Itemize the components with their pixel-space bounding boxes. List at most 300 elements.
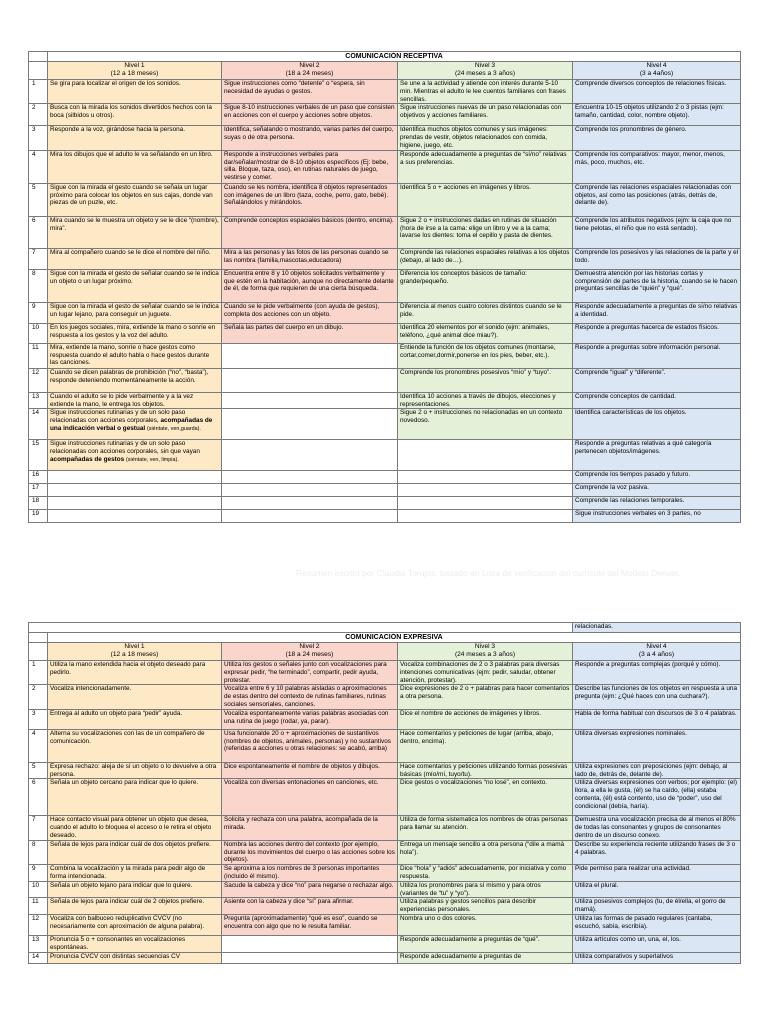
level-4-cell [573, 216, 741, 248]
level-3-cell [398, 150, 573, 183]
table-row [29, 762, 741, 779]
cell-text: Identifica muchos objetos comunes y sus imágenes: prendas de vestir, objetos relacionados con comida, higiene, juego, etc. [400, 126, 548, 149]
level-3-cell [398, 898, 573, 915]
cell-text: Comprende conceptos espaciales básicos (dentro, encima). [224, 216, 394, 224]
table-row [29, 269, 741, 302]
level-3-cell [398, 484, 573, 497]
level-4-cell [573, 729, 741, 762]
level-range: (3 a 4 años) [638, 650, 675, 658]
cell-text: Sigue instrucciones rutinarias y de un solo paso relacionadas con acciones corporales, [50, 409, 186, 425]
cell-text: Comprende “igual” y “diferente”. [575, 368, 666, 376]
table-row [29, 881, 741, 898]
level-4-cell [573, 368, 741, 392]
table-corner [29, 52, 48, 62]
level-4-cell [573, 865, 741, 882]
level-name: Nivel 3 [474, 62, 496, 69]
level-3-cell [398, 709, 573, 729]
cell-text: Usa funcionalde 20 o + aproximaciones de sustantivos (nombres de objetos, animales, personas) y no sustantivos (referidas a acciones u otras relaciones: se acabó, arriba) [224, 729, 391, 753]
cell-text: Dice espontaneamente el nombre de objetos y dibujos. [224, 762, 380, 770]
cell-text: Mira al compañero cuando se le dice el nombre del niño. [50, 248, 211, 256]
watermark-text: Resumen escrito por Claudia Torrijos, basado en Lista de verificacion del curriculo del Modelo Denver. [296, 568, 681, 578]
level-1-cell [48, 104, 222, 126]
level-3-cell [398, 368, 573, 392]
table-row [29, 661, 741, 685]
level-range: (12 a 18 meses) [110, 650, 159, 658]
level-1-cell [48, 915, 222, 936]
level-1-cell [48, 409, 222, 440]
row-number: 3 [29, 709, 48, 729]
level-name: Nivel 1 [124, 62, 145, 69]
cell-text: Encuentra entre 8 y 10 objetos solicitados verbalmente y que estén en la habitación, aunque no directamente delante de él, de forma que requieren de una cierta búsqueda. [224, 269, 394, 293]
level-1-cell [48, 709, 222, 729]
cell-text: Alterna su vocalizaciones con las de un compañero de comunicación. [50, 729, 205, 745]
table-row [29, 392, 741, 409]
level-4-cell [573, 248, 741, 269]
level-3-cell [398, 80, 573, 104]
cell-text: Comprende las relaciones temporales. [575, 497, 685, 505]
cell-text: Hace contacto visual para obtener un objeto que desea, cuando el adulto lo bloquea el acceso o le retira el objeto deseado. [50, 816, 212, 839]
level-3-cell [398, 392, 573, 409]
cell-text: Sacude la cabeza y dice “no” para negarse o rechazar algo. [224, 881, 394, 889]
cell-text: Comprende diversos conceptos de relaciones físicas. [575, 80, 727, 87]
row-number: 9 [29, 865, 48, 882]
cell-text: Pide permiso para realizar una actividad. [575, 865, 691, 873]
level-4-cell [573, 302, 741, 323]
level-range: (24 meses a 3 años) [454, 650, 516, 658]
table-row [29, 409, 741, 440]
cell-text: Utiliza expresiones con preposiciones (ejm: debajo, al lado de, detrás de, delante de). [575, 762, 728, 778]
level-4-cell [573, 80, 741, 104]
cell-text: Comprende los pronombres de género. [575, 126, 687, 134]
cell-text: Utiliza los gestos o señales junto con vocalizaciones para expresar pedir, “he terminado”, compartir, pedir ayuda, protestar. [224, 661, 387, 684]
table-row [29, 150, 741, 183]
table-row [29, 952, 741, 963]
row-number: 8 [29, 269, 48, 302]
cell-text: Cuando se le pide verbalmente (con ayuda de gestos), completa dos acciones con un objeto. [224, 302, 380, 318]
cell-text: Sigue instrucciones nuevas de un paso relacionadas con objetivos y acciones familiares. [400, 104, 562, 120]
cell-text: Combina la vocalización y la mirada para pedir algo de forma intencionada. [50, 865, 206, 880]
level-1-cell [48, 248, 222, 269]
level-2-cell [222, 183, 398, 216]
level-1-cell [48, 302, 222, 323]
cell-text: Señala un objeto lejano para indicar que lo quiere. [50, 881, 193, 889]
table-row [29, 126, 741, 150]
row-number: 1 [29, 80, 48, 104]
row-number: 10 [29, 881, 48, 898]
cell-text: Demuestra una vocalización precisa de al menos el 80% de todas las consonantes y grupos de consonantes dentro de un discurso conexo. [575, 816, 736, 839]
table-row [29, 510, 741, 523]
level-1-cell [48, 440, 222, 471]
cell-text: Señala de lejos para indicar cuál de 2 objetos prefiere. [50, 898, 205, 906]
cell-text: Cuando se les nombra, identifica 8 objetos representados con imágenes de un libro (taza, coche, perro, gato, bebé). Señalándolos y mirándolos. [224, 183, 389, 207]
level-2-cell [222, 709, 398, 729]
expressive-table-title: COMUNICACIÓN EXPRESIVA [48, 633, 741, 643]
level-2-cell [222, 248, 398, 269]
cell-text: Señala un objeto cercano para indicar que lo quiere. [50, 779, 199, 787]
row-number: 11 [29, 343, 48, 368]
row-number: 10 [29, 323, 48, 343]
receptive-communication-table [28, 51, 741, 523]
level-4-cell [573, 183, 741, 216]
table-row [29, 729, 741, 762]
level-4-cell [573, 915, 741, 936]
cell-text: Responde a preguntas complejas (porqué y cómo). [575, 661, 721, 668]
cell-text: Responde a preguntas sobre información personal. [575, 343, 721, 351]
cell-text: Responde a la voz, girándose hacia la persona. [50, 126, 186, 134]
level-2-cell [222, 368, 398, 392]
cell-text: Utiliza posesivos complejos (tu, de él/ella, el gorro de mamá). [575, 898, 726, 914]
level-range: (3 a 4años) [639, 69, 674, 77]
cell-text: Responde a preguntas hacerca de estados físicos. [575, 323, 719, 331]
carry-over-text: relacionadas. [573, 623, 741, 633]
level-3-cell [398, 840, 573, 864]
row-number: 7 [29, 248, 48, 269]
cell-text: Se aproxima a los nombres de 3 personas importantes (incluido él mismo). [224, 865, 380, 880]
cell-text: Dice gestos o vocalizaciones “no losé”, en contexto. [400, 779, 548, 787]
level-4-cell [573, 816, 741, 840]
level-3-cell [398, 183, 573, 216]
level-3-cell [398, 269, 573, 302]
cell-text: Utiliza comparativos y superlativos [575, 952, 674, 960]
level-1-cell [48, 80, 222, 104]
cell-text: Sigue instrucciones verbales en 3 partes, no [575, 510, 701, 518]
table-row [29, 323, 741, 343]
cell-text: Diferencia al menos cuatro colores distintos cuando se le pide. [400, 302, 562, 318]
level-2-cell [222, 269, 398, 302]
row-number: 4 [29, 729, 48, 762]
expressive-communication-table [28, 622, 741, 964]
cell-text: Sigue con la mirada el gesto de señalar cuando se le indica un objeto o un lugar próximo. [50, 269, 219, 285]
level-3-cell [398, 816, 573, 840]
row-number: 9 [29, 302, 48, 323]
level-2-cell [222, 510, 398, 523]
level-2-cell [222, 392, 398, 409]
level-2-cell [222, 409, 398, 440]
row-number: 19 [29, 510, 48, 523]
cell-text: Describe las funciones de los objetos en respuesta a una pregunta (ejm: ¿Qué haces con una cuchara?). [575, 685, 737, 701]
cell-text: Nombra uno o dos colores. [400, 915, 477, 923]
row-number: 6 [29, 779, 48, 816]
row-number: 15 [29, 440, 48, 471]
cell-text: Responde adecuadamente a preguntas de [400, 952, 522, 960]
level-2-cell [222, 126, 398, 150]
cell-text: Cuando se dicen palabras de prohibición (“no”, “basta”), responde deteniendo momentáneamente la acción. [50, 368, 209, 384]
table-row [29, 915, 741, 936]
level-4-cell [573, 471, 741, 484]
table-row [29, 343, 741, 368]
level-3-cell [398, 762, 573, 779]
level-2-cell [222, 497, 398, 510]
level-4-cell [573, 150, 741, 183]
level-1-cell [48, 471, 222, 484]
level-1-cell [48, 881, 222, 898]
cell-text: Entiende la función de los objetos comunes (montarse, cortar,comer,dormir,ponerse en los pies, beber, etc.). [400, 343, 556, 359]
level-2-cell [222, 216, 398, 248]
level-2-cell [222, 729, 398, 762]
level-1-cell [48, 952, 222, 963]
row-number: 7 [29, 816, 48, 840]
row-number: 2 [29, 685, 48, 709]
table-row [29, 484, 741, 497]
cell-text: Se gira para localizar el origen de los sonidos. [50, 80, 181, 87]
receptive-table-title: COMUNICACIÓN RECEPTIVA [48, 52, 741, 62]
cell-text: Habla de forma habitual con discursos de 3 o 4 palabras. [575, 709, 737, 717]
cell-text: Utiliza diversas expresiones con verbos; por ejemplo: (el) llora, a ella le gusta, (él) se ha caído, (ella) estaba contenta, (él) está contento, uso de “poder”, uso del condicional (debía, haría). [575, 779, 737, 810]
cell-text: Mira a las personas y las fotos de las personas cuando se las nombra (familia,mascotas,educadora) [224, 248, 389, 264]
level-4-cell [573, 392, 741, 409]
cell-text: Responde adecuadamente a preguntas de “qué”. [400, 936, 540, 944]
level-1-cell [48, 126, 222, 150]
row-number: 5 [29, 183, 48, 216]
cell-text: Identifica 20 elementos por el sonido (ejm: animales, teléfono, ¿qué animal dice miau?). [400, 323, 550, 339]
cell-text: Mira, extiende la mano, sonríe o hace gestos como respuesta cuando el adulto habla o hace gestos durante las canciones. [50, 343, 210, 367]
row-number: 6 [29, 216, 48, 248]
level-1-cell [48, 865, 222, 882]
table-row [29, 936, 741, 953]
level-4-cell [573, 709, 741, 729]
table-row [29, 779, 741, 816]
level-2-cell [222, 915, 398, 936]
level-1-cell [48, 368, 222, 392]
cell-text: Utiliza las formas de pasado regulares (cantaba, escuchó, sabía, escribía). [575, 915, 713, 931]
cell-text: Diferencia los conceptos básicos de tamaño: grande/pequeño. [400, 269, 527, 285]
table-row [29, 104, 741, 126]
row-number: 14 [29, 952, 48, 963]
cell-text: Vocaliza entre 6 y 10 palabras aisladas o aproximaciones de estas dentro del contexto de rutinas familiares, rutinas sociales sensoriales, canciones. [224, 685, 387, 708]
cell-text: Sigue instrucciones rutinarias y de un solo paso relacionadas con acciones corporales, sin que vayan [50, 440, 200, 456]
level-name: Nivel 4 [646, 643, 667, 650]
cell-text: Vocaliza intencionadamente. [50, 685, 132, 693]
cell-text: Vocaliza combinaciones de 2 o 3 palabras para diversas intenciones comunicativas (ejm: pedir, saludar, obtener atención, protestar). [400, 661, 560, 684]
level-4-cell [573, 881, 741, 898]
cell-text: Dice expresiones de 2 o + palabras para hacer comentarios a otra persona. [400, 685, 570, 701]
cell-text: Utiliza la mano extendida hacia el objeto deseado para pedirlo. [50, 661, 206, 676]
level-3-cell [398, 865, 573, 882]
cell-text: Utiliza de forma sistematica los nombres de otras personas para llamar su atención. [400, 816, 568, 832]
level-3-cell [398, 510, 573, 523]
level-2-cell [222, 816, 398, 840]
level-3-cell [398, 343, 573, 368]
level-3-cell [398, 126, 573, 150]
table-row [29, 471, 741, 484]
table-corner [29, 633, 48, 643]
cell-text: Vocaliza con balbuceo reduplicativo CVCV (no necesariamente con aproximación de alguna palabra). [50, 915, 205, 931]
level-4-cell [573, 497, 741, 510]
level-1-cell [48, 816, 222, 840]
cell-text: Hace comentarios y peticiones de lugar (arriba, abajo, dentro, encima). [400, 729, 554, 745]
row-number: 1 [29, 661, 48, 685]
cell-text: Entrega al adulto un objeto para “pedir” ayuda. [50, 709, 183, 717]
cell-text: Responde adecuadamente a preguntas de sí/no relativas a identidad. [575, 302, 738, 318]
level-2-cell [222, 685, 398, 709]
level-1-cell [48, 323, 222, 343]
cell-text: Comprende las relaciones espaciales relacionadas con objetos, así como las posiciones (atrás, detrás de, delante de). [575, 183, 732, 207]
cell-text: Responde a instrucciones verbales para dar/señalar/mostrar de 8-10 objetos específicos (Ej: bebe, silla. Bloque, taza, oso), en rutinas naturales de juego, vestirse y comer. [224, 150, 389, 182]
level-1-cell [48, 183, 222, 216]
cell-text: Vocaliza espontaneamente varias palabras asociadas con una rutina de juego (rodar, ya, parar). [224, 709, 389, 725]
table-row [29, 840, 741, 864]
level-range: (12 a 18 meses) [110, 69, 159, 77]
level-name: Nivel 1 [124, 643, 145, 650]
cell-text: Señala las partes del cuerpo en un dibujo. [224, 323, 344, 331]
level-3-cell [398, 936, 573, 953]
level-2-cell [222, 150, 398, 183]
level-3-cell [398, 409, 573, 440]
level-1-cell [48, 269, 222, 302]
level-2-cell [222, 104, 398, 126]
level-2-cell [222, 762, 398, 779]
expressive-level-1-header [48, 643, 222, 661]
level-3-cell [398, 104, 573, 126]
level-3-cell [398, 952, 573, 963]
cell-text: Identifica 10 acciones a través de dibujos, elecciones y representaciones. [400, 392, 556, 408]
row-number: 13 [29, 936, 48, 953]
level-4-cell [573, 661, 741, 685]
level-name: Nivel 2 [299, 62, 320, 69]
level-4-cell [573, 952, 741, 963]
level-2-cell [222, 840, 398, 864]
header-number-cell [29, 643, 48, 661]
level-4-cell [573, 126, 741, 150]
cell-text: Comprende los atributos negativos (ejm: la caja que no tiene pelotas, el niño que no está sentado). [575, 216, 732, 232]
level-1-cell [48, 510, 222, 523]
level-3-cell [398, 440, 573, 471]
row-number: 12 [29, 368, 48, 392]
level-4-cell [573, 323, 741, 343]
level-3-cell [398, 685, 573, 709]
cell-text: Entrega un mensaje sencillo a otra persona (“dile a mamá hola”). [400, 840, 565, 856]
level-4-cell [573, 936, 741, 953]
cell-text: Sigue 8-10 instrucciones verbales de un paso que consisten en acciones con el cuerpo y acciones sobre objetos. [224, 104, 395, 120]
example-text: (siéntate, ven,guarda). [146, 425, 201, 432]
example-text: (siéntate, ven, limpia). [126, 456, 179, 463]
level-4-cell [573, 898, 741, 915]
receptive-level-3-header [398, 62, 573, 80]
level-3-cell [398, 915, 573, 936]
level-2-cell [222, 484, 398, 497]
level-1-cell [48, 661, 222, 685]
table-row [29, 80, 741, 104]
cell-text: Pronuncia 5 o + consonantes en vocalizaciones espontáneas. [50, 936, 186, 952]
cell-text: Nombra las acciones dentro del contexto (por ejemplo, durante los movimientos del cuerpo o las acciones sobre los objetos). [224, 840, 395, 864]
level-name: Nivel 3 [474, 643, 496, 650]
level-1-cell [48, 150, 222, 183]
level-4-cell [573, 440, 741, 471]
table-row [29, 816, 741, 840]
level-1-cell [48, 729, 222, 762]
cell-text: Identifica, señalando o mostrando, varias partes del cuerpo, suyas o de otra persona. [224, 126, 394, 142]
cell-text: Sigue 2 o + instrucciones no relacionadas en un contexto novedoso. [400, 409, 563, 425]
row-number: 13 [29, 392, 48, 409]
table-row [29, 898, 741, 915]
level-4-cell [573, 484, 741, 497]
receptive-level-2-header [222, 62, 398, 80]
cell-text: Comprende la voz pasiva. [575, 484, 649, 492]
row-number: 8 [29, 840, 48, 864]
row-number: 11 [29, 898, 48, 915]
cell-text: Mira cuando se le muestra un objeto y se le dice “(nombre), mira”. [50, 216, 219, 232]
cell-text: Cuando el adulto se lo pide verbalmente y a la vez extiende la mano, le entrega los objetos. [50, 392, 194, 408]
table-row [29, 302, 741, 323]
level-3-cell [398, 302, 573, 323]
row-number: 17 [29, 484, 48, 497]
cell-text: Mira los dibujos que el adulto le va señalando en un libro. [50, 150, 213, 158]
cell-text: Comprende conceptos de cantidad. [575, 392, 676, 400]
table-row [29, 440, 741, 471]
cell-text: Solicita y rechaza con una palabra, acompañada de la mirada. [224, 816, 378, 832]
cell-text: Responde adecuadamente a preguntas de “sí/no” relativas a sus preferencias. [400, 150, 567, 166]
table-row [29, 248, 741, 269]
level-1-cell [48, 216, 222, 248]
header-number-cell [29, 62, 48, 80]
cell-text: Hace comentarios y peticiones utilizando formas posesivas básicas (mío/mí, tuyo/tu). [400, 762, 568, 778]
cell-text: Utiliza palabras y gestos sencillos para describir experiencias personales. [400, 898, 537, 914]
cell-text: Busca con la mirada los sonidos divertidos hechos con la boca (silbidos u otros). [50, 104, 212, 120]
row-number: 5 [29, 762, 48, 779]
emphasis-text: acompañadas de una indicación verbal o gestual [50, 417, 213, 432]
table-row [29, 368, 741, 392]
level-range: (24 meses a 3 años) [454, 69, 516, 77]
cell-text: Responde a preguntas relativas a qué categoría pertenecen objetos/imágenes. [575, 440, 712, 456]
level-name: Nivel 4 [646, 62, 667, 69]
level-1-cell [48, 497, 222, 510]
receptive-level-4-header [573, 62, 741, 80]
level-3-cell [398, 779, 573, 816]
cell-text: Pronuncia CVCV con distintas secuencias CV [50, 952, 181, 960]
cell-text: Demuestra atención por las historias cortas y comprensión de partes de la historia, cuando se le hacen preguntas sencillas de “quién” y “qué”. [575, 269, 737, 293]
level-4-cell [573, 840, 741, 864]
cell-text: Se une a la actividad y atiende con interés durante 5-10 min. Mientras el adulto le lee cuentos familiares con frases sencillas. [400, 80, 566, 103]
level-range: (18 a 24 meses) [285, 69, 334, 77]
level-4-cell [573, 104, 741, 126]
cell-text: Encuentra 10-15 objetos utilizando 2 o 3 pistas (ejm: tamaño, cantidad, color, nombre objeto). [575, 104, 724, 120]
table-row [29, 216, 741, 248]
cell-text: Comprende las relaciones espaciales relativas a los objetos (debajo, al lado de…). [400, 248, 570, 264]
row-number: 3 [29, 126, 48, 150]
table-row [29, 685, 741, 709]
level-2-cell [222, 865, 398, 882]
level-2-cell [222, 898, 398, 915]
level-1-cell [48, 762, 222, 779]
level-2-cell [222, 440, 398, 471]
level-2-cell [222, 661, 398, 685]
row-number: 18 [29, 497, 48, 510]
level-1-cell [48, 779, 222, 816]
level-1-cell [48, 936, 222, 953]
table-row [29, 865, 741, 882]
cell-text: Utiliza el plural. [575, 881, 619, 889]
table-row [29, 497, 741, 510]
cell-text: Sigue con la mirada el gesto de señalar cuando se le indica un lugar lejano, para conseguir un juguete. [50, 302, 219, 318]
level-4-cell [573, 779, 741, 816]
cell-text: Pregunta (aproximadamente) “qué es eso”, cuando se encuentra con algo que no le resulta familiar. [224, 915, 378, 931]
receptive-level-1-header [48, 62, 222, 80]
cell-text: Comprende los pronombres posesivos “mío” y “tuyo”. [400, 368, 551, 376]
cell-text: Describe su experiencia reciente utilizando frases de 3 o 4 palabras. [575, 840, 736, 856]
level-2-cell [222, 936, 398, 953]
level-1-cell [48, 392, 222, 409]
row-number: 12 [29, 915, 48, 936]
level-2-cell [222, 323, 398, 343]
level-1-cell [48, 484, 222, 497]
cell-text: Identifica 5 o + acciones en imágenes y libros. [400, 183, 531, 191]
cell-text: Comprende los posesivos y las relaciones de la parte y el todo. [575, 248, 739, 264]
level-1-cell [48, 343, 222, 368]
level-3-cell [398, 661, 573, 685]
level-3-cell [398, 497, 573, 510]
cell-text: Utiliza diversas expresiones nominales. [575, 729, 687, 737]
level-2-cell [222, 952, 398, 963]
